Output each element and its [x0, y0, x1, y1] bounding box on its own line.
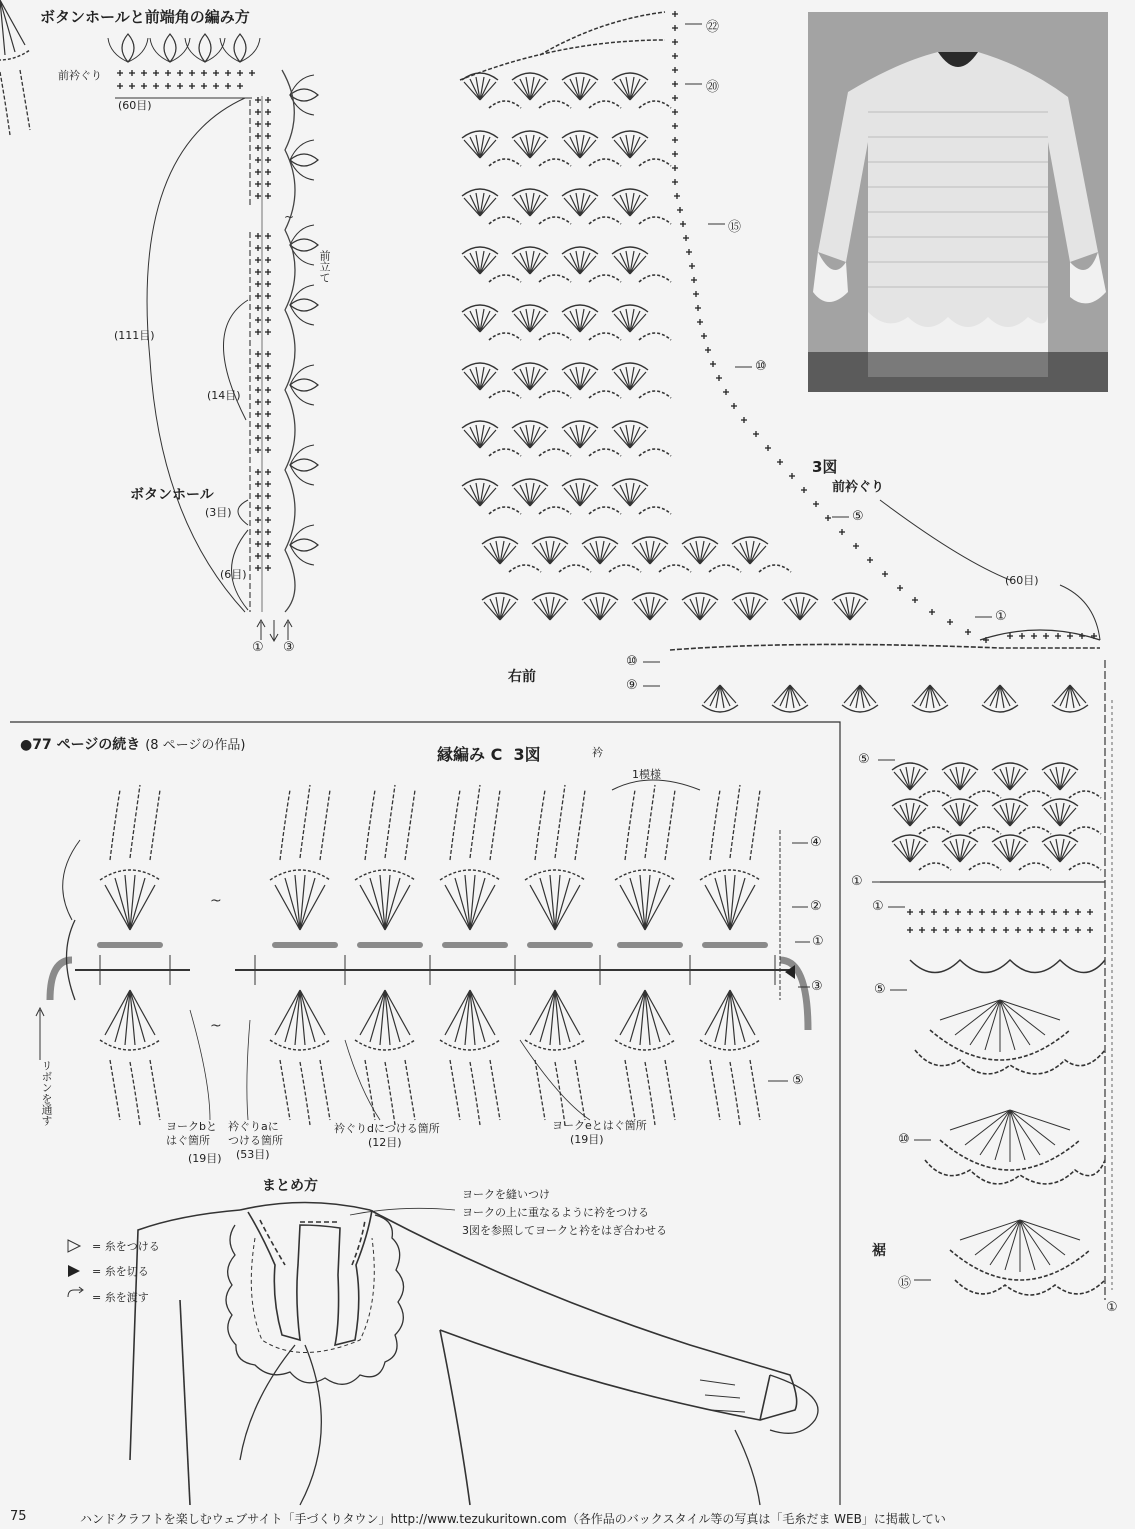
ribbon-label: リボンを通す: [40, 1060, 53, 1126]
right-front-label: 右前: [508, 669, 536, 685]
continuation-heading: [20, 734, 245, 754]
assembly-note-3: 3図を参照してヨークと衿をはぎ合わせる: [462, 1224, 667, 1237]
count-3: (3目): [205, 506, 232, 519]
bullet: ●: [20, 737, 33, 753]
row-marker: ⑤: [874, 982, 886, 997]
figure3-neckline: 前衿ぐり: [832, 480, 885, 495]
row-marker: ①: [851, 874, 863, 889]
neck-a-label: 衿ぐりaに つける箇所: [228, 1120, 283, 1147]
section-border: [10, 722, 840, 1505]
svg-text:~: ~: [210, 893, 222, 909]
row-marker: ③: [811, 979, 823, 994]
row-marker: ⑩: [898, 1132, 910, 1147]
row-marker: ③: [283, 640, 295, 655]
front-band-label: 前立て: [318, 250, 331, 283]
repeat-label: 1模様: [632, 768, 661, 781]
row-marker: ⑤: [858, 752, 870, 767]
row-marker: ①: [1106, 1300, 1118, 1315]
row-marker: ⑳: [706, 80, 720, 95]
legend-carry: = 糸を渡す: [92, 1291, 149, 1304]
count-6: (6目): [220, 568, 247, 581]
svg-text:~: ~: [210, 1018, 222, 1034]
assembly-note-2: ヨークの上に重なるように衿をつける: [462, 1206, 649, 1219]
row-marker: ⑮: [728, 220, 742, 235]
figure3-count-60: (60目): [1005, 574, 1039, 587]
yoke-e-label: ヨークeとはぐ箇所: [552, 1119, 647, 1132]
page-number: 75: [10, 1509, 27, 1524]
row-marker: ⑨: [626, 678, 638, 693]
buttonhole-label: ボタンホール: [130, 487, 214, 503]
edge-c-name: 縁編み C: [437, 745, 503, 764]
legend-cut: = 糸を切る: [92, 1265, 149, 1278]
hem-label: 裾: [872, 1243, 886, 1259]
row-marker: ⑩: [755, 359, 767, 374]
row-marker: ⑤: [852, 509, 864, 524]
neck-d-label: 衿ぐりdにつける箇所: [334, 1122, 440, 1135]
svg-text:~: ~: [284, 210, 295, 224]
garment-photo: [808, 12, 1108, 392]
legend-join: = 糸をつける: [92, 1240, 160, 1253]
row-marker: ⑩: [626, 654, 638, 669]
assembly-title: まとめ方: [262, 1178, 318, 1194]
figure3-title: 3図: [812, 458, 838, 476]
count-111: (111目): [114, 329, 155, 342]
row-marker: ①: [812, 934, 824, 949]
count-14: (14目): [207, 389, 241, 402]
cardigan-illustration: [808, 12, 1108, 392]
footer-text: ハンドクラフトを楽しむウェブサイト「手づくりタウン」http://www.tezukuritown.com（各作品のバックスタイル等の写真は「毛糸だま WEB」に掲載してい: [80, 1512, 946, 1526]
count-60-left: (60目): [118, 99, 152, 112]
continuation-subtitle: (8 ページの作品): [145, 738, 246, 753]
collar-label: 衿: [592, 746, 603, 759]
edge-c-fig: 3図: [513, 745, 541, 764]
page-ref: 77: [32, 737, 52, 753]
assembly-sketch: [130, 1203, 818, 1506]
neck-a-count: (53目): [236, 1148, 270, 1161]
yoke-e-count: (19目): [570, 1133, 604, 1146]
neckline-label: 前衿ぐり: [58, 69, 102, 82]
legend-symbols: [68, 1240, 83, 1297]
row-marker: ①: [872, 899, 884, 914]
row-marker: ⑤: [792, 1073, 804, 1088]
row-marker: ④: [810, 835, 822, 850]
row-marker: ②: [810, 899, 822, 914]
row-marker: ①: [252, 640, 264, 655]
assembly-note-1: ヨークを縫いつけ: [462, 1188, 550, 1201]
row-marker: ㉒: [706, 20, 720, 35]
buttonhole-title: ボタンホールと前端角の編み方: [40, 8, 250, 26]
neck-d-count: (12目): [368, 1136, 402, 1149]
edge-c-title: [437, 742, 541, 765]
row-marker: ①: [995, 609, 1007, 624]
row-marker: ⑮: [898, 1276, 912, 1291]
hem-diagram: [872, 660, 1112, 1300]
yoke-b-label: ヨークbと はぐ箇所: [166, 1120, 217, 1147]
continuation-text: ページの続き: [56, 737, 141, 753]
yoke-b-count: (19目): [188, 1152, 222, 1165]
